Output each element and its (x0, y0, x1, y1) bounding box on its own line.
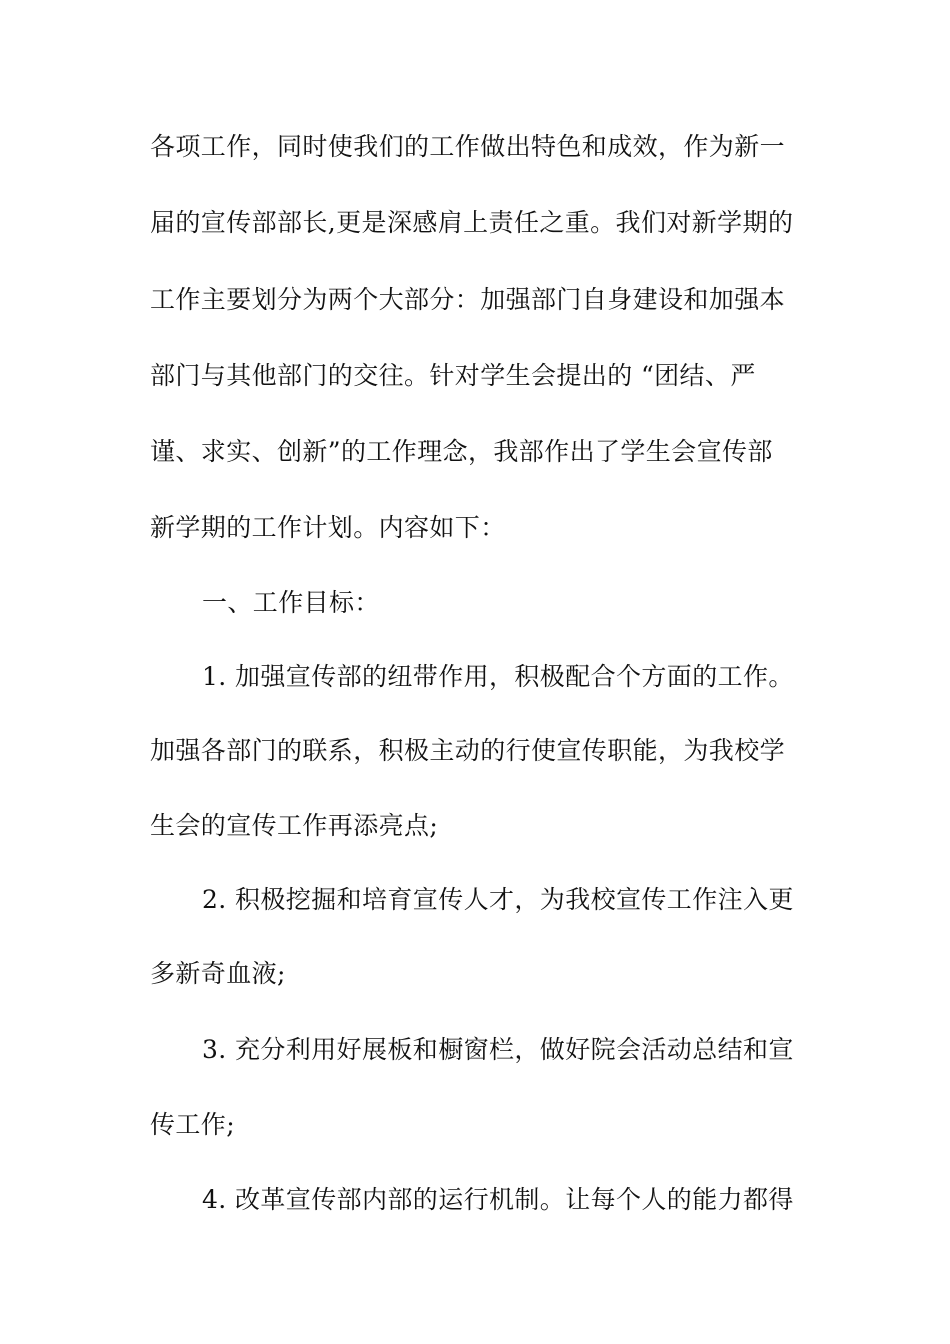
list-item-4-line: 4. 改革宣传部内部的运行机制。让每个人的能力都得 (202, 1185, 794, 1214)
paragraph-line: 新学期的工作计划。内容如下： (150, 513, 506, 542)
paragraph-line: 多新奇血液; (150, 959, 286, 988)
list-item-1-line: 1. 加强宣传部的纽带作用，积极配合个方面的工作。 (202, 662, 794, 691)
paragraph-line: 部门与其他部门的交往。针对学生会提出的 “团结、严 (150, 361, 756, 390)
section-heading: 一、工作目标： (202, 588, 380, 617)
list-item-2-line: 2. 积极挖掘和培育宣传人才，为我校宣传工作注入更 (202, 885, 794, 914)
paragraph-line: 加强各部门的联系，积极主动的行使宣传职能，为我校学 (150, 736, 786, 765)
paragraph-line: 各项工作，同时使我们的工作做出特色和成效，作为新一 (150, 132, 786, 161)
paragraph-line: 届的宣传部部长,更是深感肩上责任之重。我们对新学期的 (150, 208, 794, 237)
paragraph-line: 工作主要划分为两个大部分：加强部门自身建设和加强本 (150, 285, 786, 314)
list-item-3-line: 3. 充分利用好展板和橱窗栏，做好院会活动总结和宣 (202, 1035, 794, 1064)
paragraph-line: 谨、求实、创新”的工作理念，我部作出了学生会宣传部 (150, 437, 773, 466)
paragraph-line: 生会的宣传工作再添亮点; (150, 811, 439, 840)
paragraph-line: 传工作; (150, 1110, 236, 1139)
